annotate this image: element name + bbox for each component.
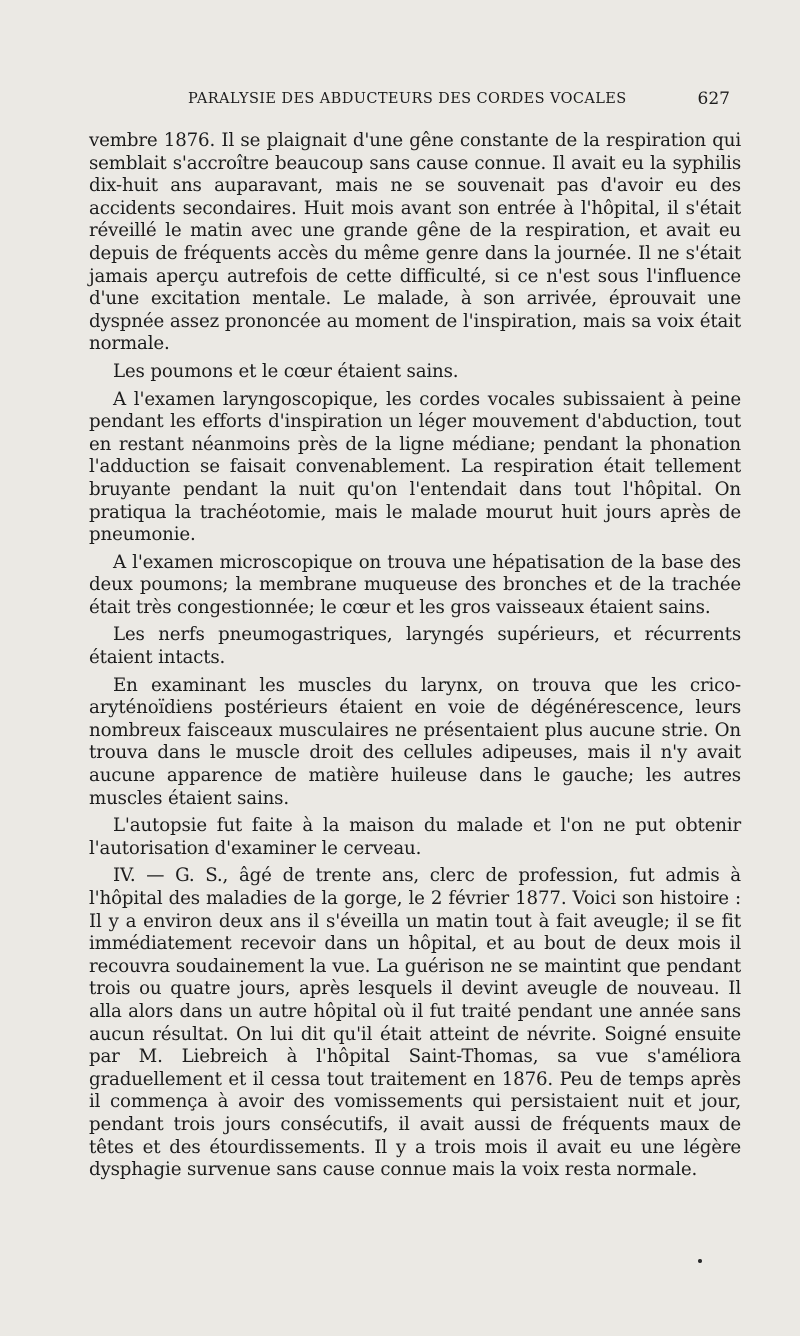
paragraph: A l'examen laryngoscopique, les cordes vocales subissaient à peine pendant les efforts d'inspiration un léger mouvement d'abduction, tout en restant néanmoins près de la ligne médiane; pendant la phonation l'adduction se faisait convenablement. La respiration était tellement bruyante pendant la nuit qu'on l'entendait dans tout l'hôpital. On pratiqua la trachéotomie, mais le malade mourut huit jours après de pneumonie.: [89, 388, 741, 546]
paragraph-continuation: vembre 1876. Il se plaignait d'une gêne constante de la respiration qui semblait s'accroître beaucoup sans cause connue. Il avait eu la syphilis dix-huit ans auparavant, mais ne se souvenait pas d'avoir eu des accidents secondaires. Huit mois avant son entrée à l'hôpital, il s'était réveillé le matin avec une grande gêne de la respiration, et avait eu depuis de fréquents accès du même genre dans la journée. Il ne s'était jamais aperçu autrefois de cette difficulté, si ce n'est sous l'influence d'une excitation mentale. Le malade, à son arrivée, éprouvait une dyspnée assez prononcée au moment de l'inspiration, mais sa voix était normale.: [89, 130, 741, 355]
paragraph: Les poumons et le cœur étaient sains.: [113, 360, 459, 382]
paragraph-case-iv: IV. — G. S., âgé de trente ans, clerc de profession, fut admis à l'hôpital des maladies de la gorge, le 2 février 1877. Voici son histoire : Il y a environ deux ans il s'éveilla un matin tout à fait aveugle; il se fit immédiatement recevoir dans un hôpital, et au bout de deux mois il recouvra soudainement la vue. La guérison ne se maintint que pendant trois ou quatre jours, après lesquels il devint aveugle de nouveau. Il alla alors dans un autre hôpital où il fut traité pendant une année sans aucun résultat. On lui dit qu'il était atteint de névrite. Soigné ensuite par M. Liebreich à l'hôpital Saint-Thomas, sa vue s'améliora graduellement et il cessa tout traitement en 1876. Peu de temps après il commença à avoir des vomissements qui persistaient nuit et jour, pendant trois jours consécutifs, il avait aussi de fréquents maux de têtes et des étourdissements. Il y a trois mois il avait eu une légère dysphagie survenue sans cause connue mais la voix resta normale.: [89, 865, 741, 1181]
body-text: [89, 130, 741, 1187]
page-header: [88, 89, 736, 115]
ink-speck: [698, 1259, 702, 1263]
paragraph: En examinant les muscles du larynx, on trouva que les crico-aryténoïdiens postérieurs étaient en voie de dégénérescence, leurs nombreux faisceaux musculaires ne présentaient plus aucune strie. On trouva dans le muscle droit des cellules adipeuses, mais il n'y avait aucune apparence de matière huileuse dans le gauche; les autres muscles étaient sains.: [89, 674, 741, 809]
running-title: PARALYSIE DES ABDUCTEURS DES CORDES VOCALES: [188, 91, 627, 107]
paragraph: A l'examen microscopique on trouva une hépatisation de la base des deux poumons; la membrane muqueuse des bronches et de la trachée était très congestionnée; le cœur et les gros vaisseaux étaient sains.: [89, 551, 741, 618]
page-number: 627: [697, 89, 730, 109]
paragraph: L'autopsie fut faite à la maison du malade et l'on ne put obtenir l'autorisation d'examiner le cerveau.: [89, 815, 741, 859]
paragraph: Les nerfs pneumogastriques, laryngés supérieurs, et récurrents étaient intacts.: [89, 624, 741, 669]
